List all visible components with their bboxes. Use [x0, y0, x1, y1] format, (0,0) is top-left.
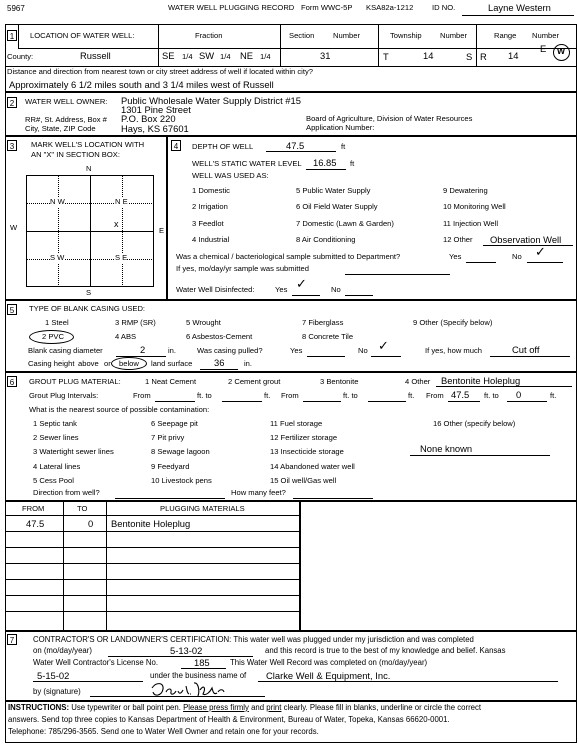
section-number-label: Number — [333, 31, 361, 40]
instructions-text-and: and — [248, 703, 267, 712]
used-as-label: WELL WAS USED AS: — [192, 171, 269, 180]
use-2[interactable]: 2 Irrigation — [192, 202, 228, 211]
divider — [18, 24, 19, 48]
divider — [306, 169, 346, 170]
divider — [280, 24, 281, 66]
depth-label: DEPTH OF WELL — [192, 142, 254, 151]
use-11[interactable]: 11 Injection Well — [443, 219, 499, 228]
signature — [150, 680, 230, 700]
feet-label: How many feet? — [231, 488, 286, 497]
use-9[interactable]: 9 Dewatering — [443, 186, 488, 195]
casing-pulled-yes[interactable]: Yes — [290, 346, 303, 355]
divider — [345, 274, 450, 275]
quarter-1-fraction: 1/4 — [182, 52, 193, 61]
casing-or: or — [104, 359, 111, 368]
casing-1[interactable]: 1 Steel — [45, 318, 69, 327]
license-label: Water Well Contractor's License No. — [33, 658, 158, 667]
ne-label: N E — [115, 197, 128, 206]
use-12[interactable]: 12 Other — [443, 235, 473, 244]
divider — [410, 455, 550, 456]
range-value: 14 — [508, 50, 519, 61]
interval-2-to: ft. to — [343, 391, 358, 400]
section-7-number: 7 — [7, 634, 17, 645]
owner-city: Hays, KS 67601 — [121, 123, 189, 134]
source-9[interactable]: 9 Feedyard — [151, 462, 190, 471]
true-statement: and this record is true to the best of my knowledge and belief. Kansas — [265, 646, 506, 655]
section-5-number: 5 — [7, 304, 17, 315]
application-label: Application Number: — [306, 123, 375, 132]
casing-diameter-label: Blank casing diameter — [28, 346, 103, 355]
sample-date-label: If yes, mo/day/yr sample was submitted — [176, 264, 309, 273]
divider — [371, 356, 401, 357]
section-6-number: 6 — [7, 376, 17, 387]
source-5[interactable]: 5 Cess Pool — [33, 476, 74, 485]
east-label: E — [159, 226, 165, 235]
range-number-label: Number — [532, 31, 560, 40]
plugging-side-area — [300, 501, 577, 631]
instructions-press-firmly: Please press firmly — [183, 703, 249, 712]
casing-diameter-value: 2 — [140, 344, 146, 355]
source-11[interactable]: 11 Fuel storage — [270, 419, 323, 428]
use-5[interactable]: 5 Public Water Supply — [296, 186, 371, 195]
table-row-line — [5, 611, 300, 612]
source-4[interactable]: 4 Lateral lines — [33, 462, 81, 471]
divider — [466, 262, 496, 263]
source-7[interactable]: 7 Pit privy — [151, 433, 185, 442]
divider — [258, 681, 558, 682]
owner-label: WATER WELL OWNER: — [25, 97, 108, 106]
casing-height-value: 36 — [214, 357, 225, 368]
casing-3[interactable]: 3 RMP (SR) — [115, 318, 156, 327]
depth-unit: ft — [341, 142, 346, 151]
col-materials-header: PLUGGING MATERIALS — [160, 504, 245, 513]
grout-intervals-label: Grout Plug Intervals: — [29, 391, 99, 400]
table-row-line — [5, 579, 300, 580]
grout-2[interactable]: 2 Cement grout — [228, 377, 281, 386]
use-1[interactable]: 1 Domestic — [192, 186, 230, 195]
well-location-mark: x — [114, 219, 119, 229]
township-number-label: Number — [440, 31, 468, 40]
divider — [368, 401, 406, 402]
chem-sample-label: Was a chemical / bacteriological sample submitted to Department? — [176, 252, 401, 261]
interval-3-from-value: 47.5 — [451, 389, 470, 400]
direction-label: Direction from well? — [33, 488, 100, 497]
township-s-label: S — [466, 51, 473, 62]
casing-below[interactable]: below — [119, 359, 139, 368]
id-value: Layne Western — [488, 2, 551, 13]
table-row-1-to: 0 — [88, 518, 94, 529]
completed-on-label: on (mo/day/year) — [33, 646, 92, 655]
source-15[interactable]: 15 Oil well/Gas well — [270, 476, 337, 485]
source-2[interactable]: 2 Sewer lines — [33, 433, 79, 442]
chem-yes[interactable]: Yes — [449, 252, 462, 261]
source-8[interactable]: 8 Sewage lagoon — [151, 447, 210, 456]
interval-1-ft: ft. — [264, 391, 271, 400]
grout-3[interactable]: 3 Bentonite — [320, 377, 359, 386]
divider — [378, 24, 379, 66]
city-label: City, State, ZIP Code — [25, 124, 96, 133]
divider — [115, 498, 225, 499]
source-3[interactable]: 3 Watertight sewer lines — [33, 447, 114, 456]
distance-value: Approximately 6 1/2 miles south and 3 1/4 miles west of Russell — [9, 79, 274, 90]
casing-5[interactable]: 5 Wrought — [186, 318, 221, 327]
signature-label: by (signature) — [33, 687, 81, 696]
divider — [5, 515, 300, 516]
interval-1-to: ft. to — [197, 391, 212, 400]
grout-4[interactable]: 4 Other — [405, 377, 431, 386]
section-4-number: 4 — [171, 140, 181, 151]
use-4[interactable]: 4 Industrial — [192, 235, 230, 244]
divider — [108, 656, 253, 657]
casing-9[interactable]: 9 Other (Specify below) — [413, 318, 493, 327]
signature-mark — [150, 680, 230, 700]
use-10[interactable]: 10 Monitoring Well — [443, 202, 506, 211]
divider — [18, 48, 576, 49]
casing-pulled-no-check-icon: ✓ — [378, 339, 389, 354]
divider — [292, 295, 320, 296]
section-2-number: 2 — [7, 97, 17, 108]
divider — [448, 401, 480, 402]
county-label: County: — [7, 52, 34, 61]
business-name-value: Clarke Well & Equipment, Inc. — [266, 670, 391, 681]
instructions-line-3: Telephone: 785/296-3565. Send one to Water Well Owner and retain one for your records. — [8, 727, 319, 736]
divider — [483, 245, 573, 246]
land-surface-label: land surface — [151, 359, 193, 368]
casing-4[interactable]: 4 ABS — [115, 332, 137, 341]
range-r-label: R — [480, 51, 487, 62]
use-8[interactable]: 8 Air Conditioning — [296, 235, 356, 244]
casing-height-label: Casing height — [28, 359, 75, 368]
use-7[interactable]: 7 Domestic (Lawn & Garden) — [296, 219, 394, 228]
how-much-label: If yes, how much — [425, 346, 482, 355]
chem-no[interactable]: No — [512, 252, 522, 261]
completed-date: 5-13-02 — [170, 645, 203, 656]
source-14[interactable]: 14 Abandoned water well — [270, 462, 355, 471]
quarter-3: NE — [240, 50, 254, 61]
table-row-line — [5, 547, 300, 548]
range-label: Range — [494, 31, 517, 40]
location-title: LOCATION OF WATER WELL: — [30, 31, 135, 40]
certification-line-1: CONTRACTOR'S OR LANDOWNER'S CERTIFICATION: This water well was plugged under my jurisdiction and was completed — [33, 635, 474, 644]
interval-3-to: ft. to — [484, 391, 499, 400]
owner-street: 1301 Pine Street — [121, 104, 191, 115]
sw-label: S W — [50, 253, 65, 262]
static-level-unit: ft — [350, 159, 355, 168]
table-row-line — [5, 563, 300, 564]
interval-1-from: From — [133, 391, 151, 400]
source-1[interactable]: 1 Septic tank — [33, 419, 77, 428]
use-3[interactable]: 3 Feedlot — [192, 219, 224, 228]
quarter-1: SE — [162, 50, 175, 61]
range-e-label: E — [540, 43, 547, 54]
divider — [33, 681, 143, 682]
source-10[interactable]: 10 Livestock pens — [151, 476, 212, 485]
instructions-text-b: clearly. Please fill in blanks, underline or circle the correct — [281, 703, 482, 712]
grout-other-value: Bentonite Holeplug — [441, 375, 521, 386]
county-value: Russell — [80, 50, 111, 61]
casing-above[interactable]: above — [78, 359, 99, 368]
range-w-label: W — [557, 46, 566, 56]
depth-value: 47.5 — [286, 140, 305, 151]
table-row-line — [5, 595, 300, 596]
col-to-header: TO — [77, 504, 88, 513]
owner-box: P.O. Box 220 — [121, 113, 176, 124]
interval-2-from: From — [281, 391, 299, 400]
fraction-label: Fraction — [195, 31, 223, 40]
divider — [266, 151, 336, 152]
grout-1[interactable]: 1 Neat Cement — [145, 377, 197, 386]
interval-2-ft: ft. — [408, 391, 415, 400]
instructions-heading: INSTRUCTIONS: — [8, 703, 70, 712]
divider — [26, 231, 154, 232]
board-label: Board of Agriculture, Division of Water Resources — [306, 114, 473, 123]
instructions-text-a: Use typewriter or ball point pen. — [69, 703, 184, 712]
disinfected-yes[interactable]: Yes — [275, 285, 288, 294]
divider — [303, 401, 341, 402]
source-13[interactable]: 13 Insecticide storage — [270, 447, 344, 456]
ksa-reference: KSA82a-1212 — [366, 3, 414, 12]
interval-3-to-value: 0 — [516, 389, 522, 400]
use-other-value: Observation Well — [490, 234, 562, 245]
casing-type-title: TYPE OF BLANK CASING USED: — [29, 304, 146, 313]
owner-value: Public Wholesale Water Supply District #15 — [121, 95, 301, 106]
divider — [181, 668, 226, 669]
west-label: W — [10, 223, 18, 232]
divider — [527, 262, 563, 263]
divider — [200, 369, 238, 370]
township-t-label: T — [383, 51, 389, 62]
divider — [490, 356, 570, 357]
chem-no-check-icon: ✓ — [535, 245, 546, 260]
static-level-value: 16.85 — [313, 157, 337, 168]
table-row-1-from: 47.5 — [26, 518, 45, 529]
disinfected-no[interactable]: No — [331, 285, 341, 294]
casing-6[interactable]: 6 Asbestos-Cement — [186, 332, 253, 341]
address-label: RR#, St. Address, Box # — [25, 115, 107, 124]
divider — [436, 386, 572, 387]
section-1-number: 1 — [7, 30, 17, 41]
casing-diameter-unit: in. — [168, 346, 177, 355]
section-3-number: 3 — [7, 140, 17, 151]
instructions-line-2: answers. Send top three copies to Kansas Department of Health & Environment, Bureau of Water, Topeka, Kansas 66620-0001. — [8, 715, 450, 724]
id-label: ID NO. — [432, 3, 456, 12]
casing-2[interactable]: 2 PVC — [42, 332, 64, 341]
mark-title-line-2: AN "X" IN SECTION BOX: — [31, 150, 120, 159]
document-number: 5967 — [7, 4, 25, 13]
instructions-print: print — [266, 703, 282, 712]
divider — [155, 401, 195, 402]
casing-pulled-no[interactable]: No — [358, 346, 368, 355]
static-level-label: WELL'S STATIC WATER LEVEL — [192, 159, 302, 168]
disinfected-yes-check-icon: ✓ — [296, 277, 307, 292]
record-completed-label: This Water Well Record was completed on (mo/day/year) — [230, 658, 428, 667]
divider — [476, 24, 477, 66]
se-label: S E — [115, 253, 128, 262]
contamination-label: What is the nearest source of possible contamination: — [29, 405, 210, 414]
casing-pulled-label: Was casing pulled? — [197, 346, 263, 355]
divider — [345, 295, 373, 296]
distance-label: Distance and direction from nearest town or city street address of well if located within city? — [7, 67, 313, 76]
interval-3-ft: ft. — [550, 391, 557, 400]
section-value: 31 — [320, 50, 331, 61]
divider — [507, 401, 547, 402]
quarter-3-fraction: 1/4 — [260, 52, 271, 61]
source-6[interactable]: 6 Seepage pit — [151, 419, 198, 428]
form-number: Form WWC-5P — [301, 3, 353, 12]
interval-3-from: From — [426, 391, 444, 400]
license-value: 185 — [194, 657, 210, 668]
source-16[interactable]: 16 Other (specify below) — [433, 419, 516, 428]
nw-label: N W — [50, 197, 65, 206]
grout-material-label: GROUT PLUG MATERIAL: — [29, 377, 121, 386]
id-underline — [462, 15, 574, 16]
south-label: S — [86, 288, 92, 297]
divider — [158, 24, 159, 66]
record-completed-date: 5-15-02 — [37, 670, 70, 681]
business-name-label: under the business name of — [150, 671, 247, 680]
table-row-1-material: Bentonite Holeplug — [111, 518, 191, 529]
casing-8[interactable]: 8 Concrete Tile — [302, 332, 354, 341]
north-label: N — [86, 164, 92, 173]
mark-title-line-1: MARK WELL'S LOCATION WITH — [31, 140, 145, 149]
source-12[interactable]: 12 Fertilizer storage — [270, 433, 338, 442]
form-title: WATER WELL PLUGGING RECORD — [168, 3, 295, 12]
quarter-2: SW — [199, 50, 215, 61]
disinfected-label: Water Well Disinfected: — [176, 285, 255, 294]
how-much-value: Cut off — [512, 344, 540, 355]
section-label: Section — [289, 31, 315, 40]
township-label: Township — [390, 31, 422, 40]
casing-7[interactable]: 7 Fiberglass — [302, 318, 344, 327]
instructions-line-1 — [8, 704, 481, 713]
divider — [293, 498, 373, 499]
divider — [307, 356, 345, 357]
township-value: 14 — [423, 50, 434, 61]
table-row-line — [5, 531, 300, 532]
casing-height-unit: in. — [244, 359, 253, 368]
source-other-value: None known — [420, 443, 473, 454]
divider — [222, 401, 262, 402]
use-6[interactable]: 6 Oil Field Water Supply — [296, 202, 378, 211]
col-from-header: FROM — [22, 504, 45, 513]
quarter-2-fraction: 1/4 — [220, 52, 231, 61]
